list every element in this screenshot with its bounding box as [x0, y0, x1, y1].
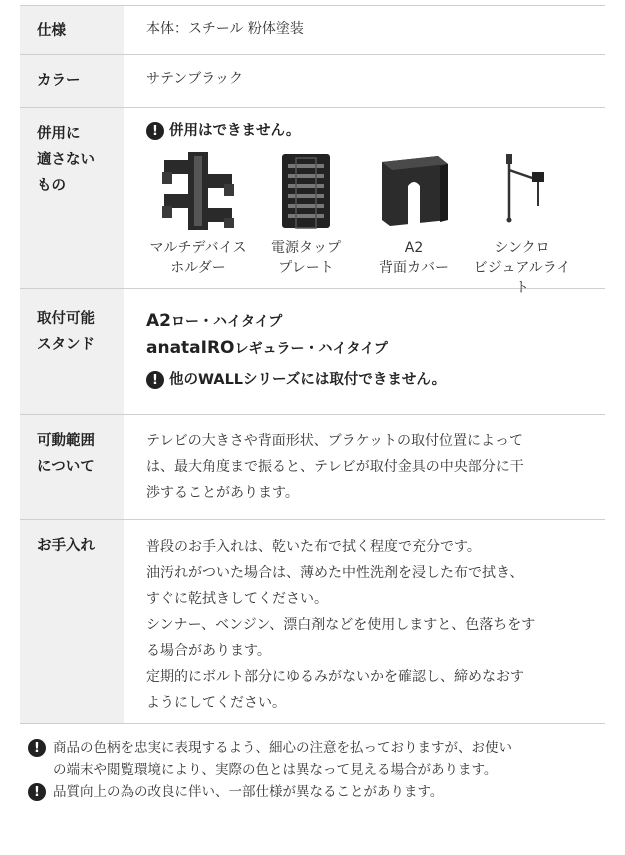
stand-item-sub: ロー・ハイタイプ — [171, 314, 283, 330]
product-name-line: ビジュアルライト — [473, 260, 571, 296]
spec-row-material — [20, 5, 605, 55]
warning-icon: ! — [146, 122, 164, 140]
stands-value — [124, 289, 605, 414]
note-item — [28, 737, 608, 781]
product-multi-device-holder — [144, 150, 252, 298]
multi-device-holder-image — [158, 150, 238, 232]
care-value — [124, 520, 605, 723]
note-line: の端末や閲覧環境により、実際の色とは異なって見える場合があります。 — [53, 762, 498, 778]
power-tap-plate-image — [266, 150, 346, 232]
product-name-line: 背面カバー — [379, 260, 449, 276]
notes — [28, 737, 608, 803]
note-text — [53, 781, 443, 803]
incompatible-warning — [146, 122, 605, 140]
stands-warning-text: 他のWALLシリーズには取付できません。 — [169, 372, 447, 388]
stands-label-line: スタンド — [37, 337, 95, 353]
color-value: サテンブラック — [146, 71, 244, 87]
back-cover-image — [374, 150, 454, 232]
spec-row-range — [20, 415, 605, 520]
stands-label — [20, 289, 124, 414]
stand-item-main: anataIRO — [146, 338, 235, 358]
product-name — [252, 238, 360, 278]
stand-item-main: A2 — [146, 311, 171, 331]
incompatible-label-line: 適さない — [37, 152, 95, 168]
care-label: お手入れ — [20, 520, 124, 723]
warning-icon: ! — [28, 783, 46, 801]
care-text-line: シンナー、ベンジン、漂白剤などを使用しますと、色落ちをす — [146, 617, 536, 633]
product-name-line: プレート — [278, 260, 334, 276]
range-label-line: 可動範囲 — [37, 433, 95, 449]
note-text — [53, 737, 512, 781]
warning-icon: ! — [146, 371, 164, 389]
material-label: 仕様 — [20, 6, 124, 54]
product-back-cover — [360, 150, 468, 298]
product-name — [360, 238, 468, 278]
range-label — [20, 415, 124, 519]
color-label: カラー — [20, 55, 124, 107]
note-line: 品質向上の為の改良に伴い、一部仕様が異なることがあります。 — [53, 784, 444, 800]
care-text-line: 普段のお手入れは、乾いた布で拭く程度で充分です。 — [146, 539, 481, 555]
incompatible-label — [20, 108, 124, 288]
spec-row-stands — [20, 289, 605, 415]
care-text-line: 定期的にボルト部分にゆるみがないかを確認し、締めなおす — [146, 669, 524, 685]
stand-item — [146, 335, 605, 362]
product-visual-light — [468, 150, 576, 298]
incompatible-label-line: 併用に — [37, 126, 81, 142]
incompatible-label-line: もの — [37, 178, 66, 194]
product-name-line: シンクロ — [494, 240, 550, 256]
spec-row-care — [20, 520, 605, 724]
product-name-line: 電源タップ — [271, 240, 341, 256]
product-name — [144, 238, 252, 278]
material-value: 本体：スチール 粉体塗装 — [146, 21, 304, 37]
note-line: 商品の色柄を忠実に表現するよう、細心の注意を払っておりますが、お使い — [53, 740, 512, 756]
range-value — [124, 415, 605, 519]
stands-warning — [146, 371, 605, 389]
product-name-line: A2 — [404, 240, 424, 256]
stand-item-sub: レギュラー・ハイタイプ — [234, 341, 388, 357]
spec-row-incompatible — [20, 108, 605, 296]
range-text-line: テレビの大きさや背面形状、ブラケットの取付位置によって — [146, 433, 524, 449]
stands-label-line: 取付可能 — [37, 311, 95, 327]
product-name-line: ホルダー — [170, 260, 226, 276]
incompatible-products — [144, 150, 605, 298]
range-label-line: について — [37, 459, 95, 475]
range-text-line: 渉することがあります。 — [146, 485, 299, 501]
visual-light-image — [482, 150, 562, 232]
product-name-line: マルチデバイス — [149, 240, 247, 256]
care-text-line: ようにしてください。 — [146, 695, 286, 711]
incompatible-warning-text: 併用はできません。 — [169, 123, 301, 139]
care-text-line: 油汚れがついた場合は、薄めた中性洗剤を浸した布で拭き、 — [146, 565, 524, 581]
care-text-line: すぐに乾拭きしてください。 — [146, 591, 328, 607]
product-power-tap-plate — [252, 150, 360, 298]
range-text-line: は、最大角度まで振ると、テレビが取付金具の中央部分に干 — [146, 459, 524, 475]
spec-row-color — [20, 55, 605, 108]
note-item — [28, 781, 608, 803]
incompatible-value — [124, 108, 605, 296]
warning-icon: ! — [28, 739, 46, 757]
stand-item — [146, 308, 605, 335]
spec-table — [20, 5, 605, 724]
care-text-line: る場合があります。 — [146, 643, 271, 659]
